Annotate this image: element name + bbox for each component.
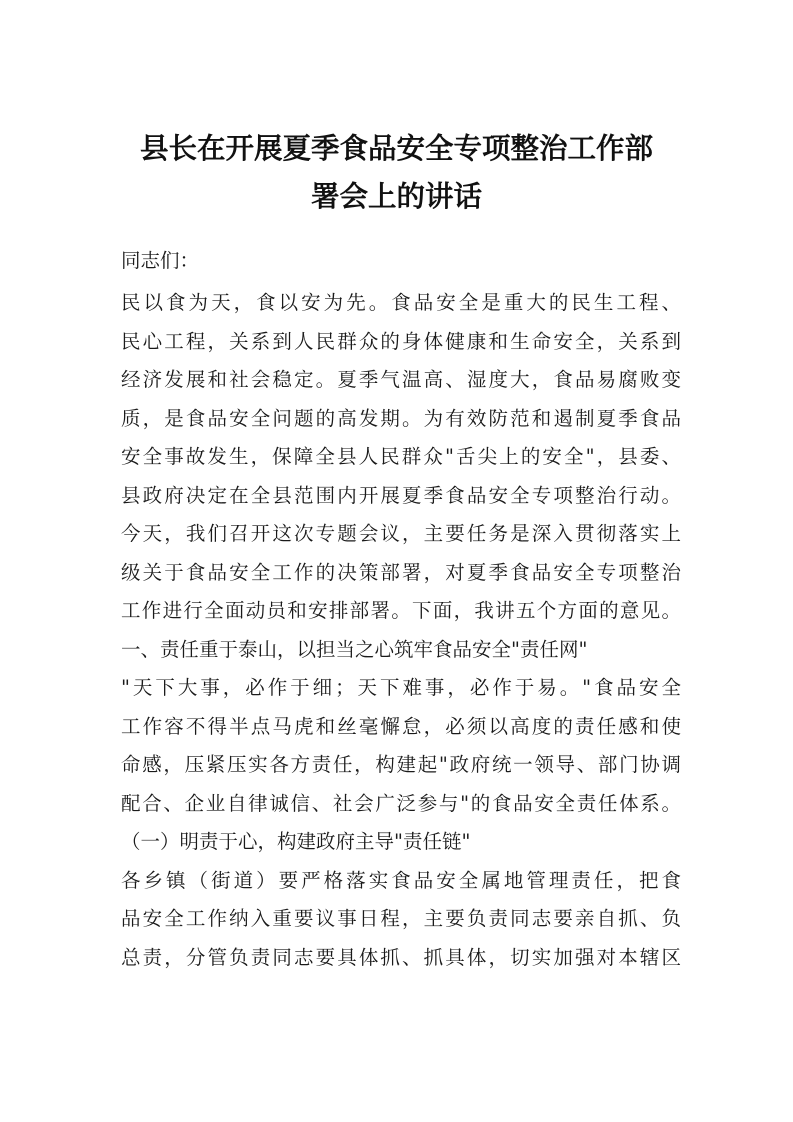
body-line: 总责，分管负责同志要具体抓、抓具体，切实加强对本辖区 (121, 946, 681, 969)
body-line: 质，是食品安全问题的高发期。为有效防范和遏制夏季食品 (121, 407, 681, 430)
body-line: 民以食为天，食以安为先。食品安全是重大的民生工程、 (121, 291, 681, 314)
body-line: 经济发展和社会稳定。夏季气温高、湿度大，食品易腐败变 (121, 368, 681, 391)
body-line: 工作进行全面动员和安排部署。下面，我讲五个方面的意见。 (121, 599, 681, 622)
body-line: 县政府决定在全县范围内开展夏季食品安全专项整治行动。 (121, 484, 681, 507)
salutation: 同志们： (121, 249, 200, 272)
document-title-line-1: 县长在开展夏季食品安全专项整治工作部 (139, 132, 653, 165)
body-line: 安全事故发生，保障全县人民群众"舌尖上的安全"，县委、 (121, 445, 681, 468)
body-line: 今天，我们召开这次专题会议，主要任务是深入贯彻落实上 (121, 522, 681, 545)
body-line: 品安全工作纳入重要议事日程，主要负责同志要亲自抓、负 (121, 907, 681, 930)
subsection-heading: （一）明责于心，构建政府主导"责任链" (121, 830, 471, 853)
document-title-line-2: 署会上的讲话 (310, 180, 482, 213)
section-heading: 一、责任重于泰山，以担当之心筑牢食品安全"责任网" (121, 638, 588, 661)
body-line: "天下大事，必作于细；天下难事，必作于易。"食品安全 (121, 676, 681, 699)
body-line: 配合、企业自律诚信、社会广泛参与"的食品安全责任体系。 (121, 792, 681, 815)
body-line: 各乡镇（街道）要严格落实食品安全属地管理责任，把食 (121, 869, 681, 892)
body-line: 民心工程，关系到人民群众的身体健康和生命安全，关系到 (121, 330, 681, 353)
body-line: 命感，压紧压实各方责任，构建起"政府统一领导、部门协调 (121, 753, 681, 776)
body-line: 工作容不得半点马虎和丝毫懈怠，必须以高度的责任感和使 (121, 715, 681, 738)
body-line: 级关于食品安全工作的决策部署，对夏季食品安全专项整治 (121, 561, 681, 584)
